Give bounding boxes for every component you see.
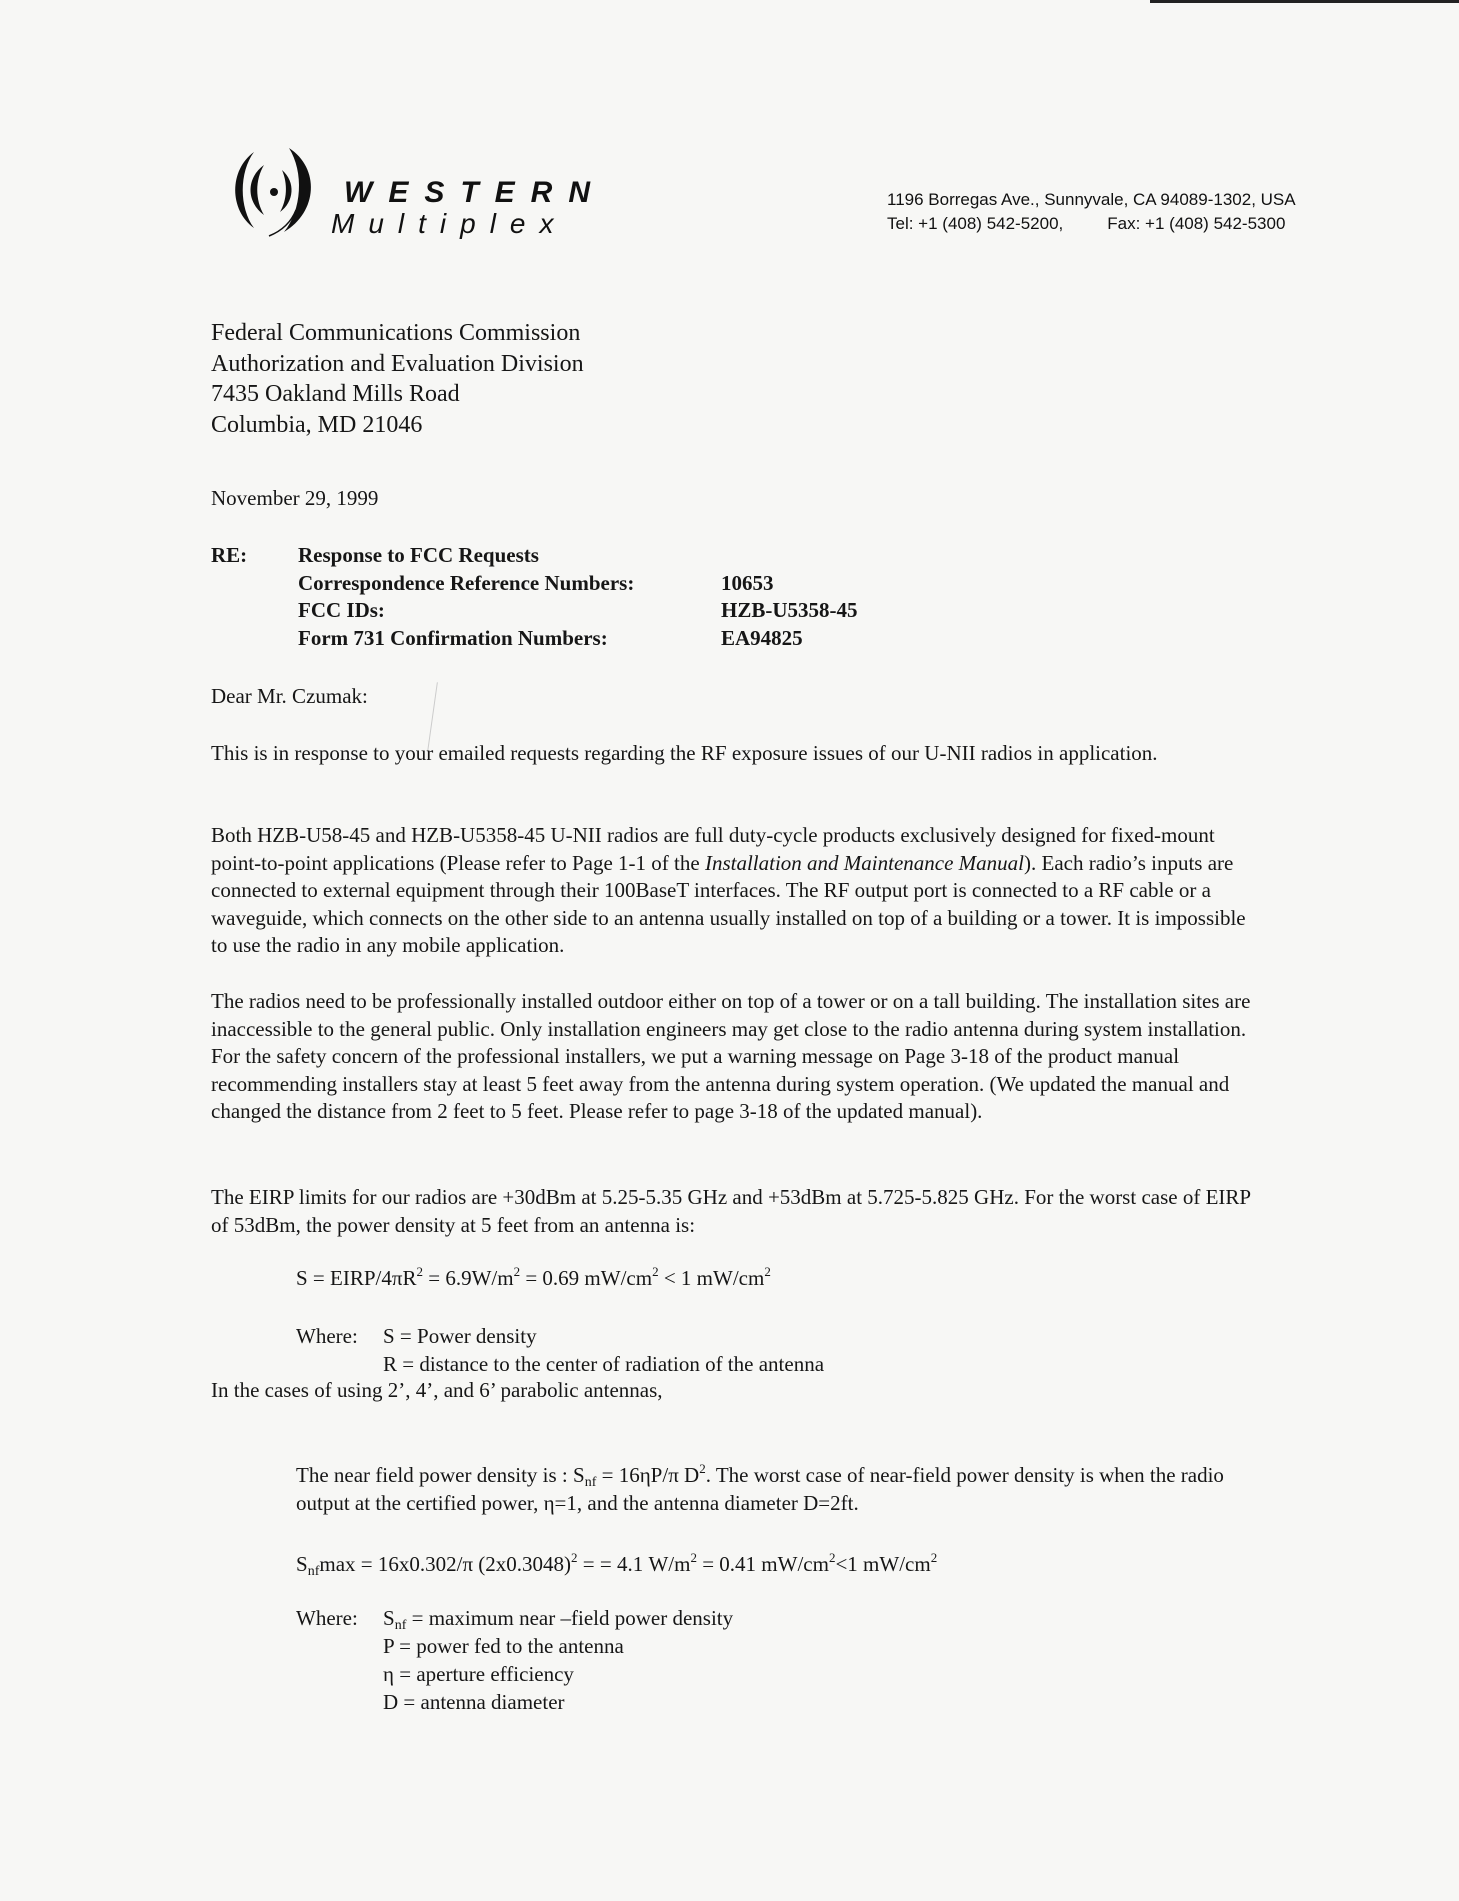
formula-text: S: [296, 1552, 308, 1576]
formula-subscript: nf: [394, 1618, 407, 1633]
formula-superscript: 2: [571, 1550, 578, 1565]
formula-superscript: 2: [416, 1264, 423, 1279]
formula-text: = 6.9W/m: [422, 1266, 514, 1290]
company-address: 1196 Borregas Ave., Sunnyvale, CA 94089-1302, USA: [887, 190, 1296, 209]
formula-superscript: 2: [764, 1264, 771, 1279]
formula-near-field-max: [296, 1550, 937, 1578]
scan-edge-line: [1150, 0, 1459, 3]
formula-superscript: 2: [930, 1550, 938, 1565]
subject-field: FCC IDs:: [298, 598, 385, 622]
recipient-line: Columbia, MD 21046: [211, 411, 423, 438]
paragraph-installation: The radios need to be professionally installed outdoor either on top of a tower or on a tall building. The installation sites are inaccessible to the general public. Only installation engineers may get close to the radio antenna during system installation. For the safety concern of the professional installers, we put a warning message on Page 3-18 of the product manual recommending installers stay at least 5 feet away from the antenna during system operation. (We updated the manual and changed the distance from 2 feet to 5 feet. Please refer to page 3-18 of the updated manual).: [211, 989, 1251, 1124]
formula-text: S: [383, 1606, 395, 1630]
formula-superscript: 2: [699, 1461, 706, 1476]
subject-value: 10653: [721, 570, 774, 595]
formula-text: max = 16x0.302/π (2x0.3048): [319, 1552, 572, 1576]
paragraph-text: Both HZB-U58-45 and HZB-U5358-45 U-NII radios are full duty-cycle products exclusively designed for fixed-mount point-to-point applications (Please refer to Page 1-1 of the: [211, 823, 1215, 875]
letter-date: November 29, 1999: [211, 486, 379, 510]
paragraph-text: ). Each radio’s inputs are connected to external equipment through their 100BaseT interfaces. The RF output port is connected to a RF cable or a waveguide, which connects on the other side to an antenna usually installed on top of a building or a tower. It is impossible to use the radio in any mobile application.: [211, 850, 1246, 958]
brand-name-western: WESTERN: [344, 176, 606, 209]
subject-row: [211, 570, 858, 598]
formula-superscript: 2: [652, 1264, 659, 1279]
formula-text: <1 mW/cm: [835, 1552, 931, 1576]
paragraph-intro: This is in response to your emailed requests regarding the RF exposure issues of our U-NII radios in application.: [211, 741, 1158, 765]
radio-waves-icon: [224, 140, 334, 240]
where-definitions-2: [296, 1604, 733, 1716]
subject-field: Response to FCC Requests: [298, 543, 539, 567]
formula-text: = maximum near –field power density: [406, 1606, 734, 1630]
formula-text: S = EIRP/4πR: [296, 1266, 417, 1290]
recipient-line: Authorization and Evaluation Division: [211, 350, 584, 377]
formula-superscript: 2: [513, 1264, 521, 1279]
formula-text: = 0.41 mW/cm: [696, 1552, 829, 1576]
definition-item: [383, 1604, 733, 1632]
company-tel: Tel: +1 (408) 542-5200,: [887, 214, 1064, 233]
company-fax: Fax: +1 (408) 542-5300: [1107, 214, 1286, 233]
subject-row: [211, 625, 858, 653]
company-logo: [224, 140, 644, 240]
formula-text: = = 4.1 W/m: [577, 1552, 691, 1576]
formula-text: = 0.69 mW/cm: [520, 1266, 653, 1290]
subject-field: Correspondence Reference Numbers:: [298, 570, 635, 595]
definition-item: D = antenna diameter: [383, 1690, 565, 1714]
definition-item: R = distance to the center of radiation of the antenna: [383, 1352, 825, 1376]
formula-text: . The worst case of near-field power density is when the radio output at the certified power, η=1, and the antenna diameter D=2ft.: [296, 1463, 1224, 1515]
formula-text: < 1 mW/cm: [658, 1266, 765, 1290]
where-label: Where:: [296, 1606, 358, 1630]
paragraph-products: [211, 822, 1261, 960]
formula-text: = 16ηP/π D: [596, 1463, 700, 1487]
subject-block: [211, 542, 858, 652]
subject-row: [211, 542, 858, 570]
recipient-address: [211, 318, 584, 440]
formula-superscript: 2: [828, 1550, 836, 1565]
manual-title: Installation and Maintenance Manual: [704, 850, 1024, 875]
subject-value: HZB-U5358-45: [721, 598, 858, 622]
company-phone-fax: [887, 212, 1296, 236]
definition-item: S = Power density: [383, 1324, 537, 1348]
company-contact: [887, 188, 1296, 236]
formula-superscript: 2: [690, 1550, 697, 1565]
subject-row: [211, 597, 858, 625]
formula-subscript: nf: [584, 1475, 597, 1490]
where-definitions-1: [296, 1322, 824, 1378]
subject-value: EA94825: [721, 625, 803, 650]
where-label: Where:: [296, 1324, 358, 1348]
paragraph-near-field: [296, 1462, 1276, 1517]
subject-field: Form 731 Confirmation Numbers:: [298, 625, 608, 650]
subject-label: RE:: [211, 543, 248, 567]
formula-power-density: [296, 1264, 771, 1292]
paragraph-cases: In the cases of using 2’, 4’, and 6’ parabolic antennas,: [211, 1378, 663, 1402]
formula-subscript: nf: [307, 1564, 320, 1579]
recipient-line: 7435 Oakland Mills Road: [211, 381, 460, 407]
salutation: Dear Mr. Czumak:: [211, 684, 368, 708]
paragraph-eirp: The EIRP limits for our radios are +30dBm at 5.25-5.35 GHz and +53dBm at 5.725-5.825 GHz. For the worst case of EIRP of 53dBm, the power density at 5 feet from an antenna is:: [211, 1185, 1251, 1237]
definition-item: η = aperture efficiency: [383, 1662, 574, 1686]
definition-item: P = power fed to the antenna: [383, 1634, 624, 1658]
formula-text: The near field power density is : S: [296, 1463, 585, 1487]
recipient-line: Federal Communications Commission: [211, 320, 581, 346]
subject-value: [721, 542, 858, 570]
brand-name-multiplex: Multiplex: [331, 208, 568, 239]
